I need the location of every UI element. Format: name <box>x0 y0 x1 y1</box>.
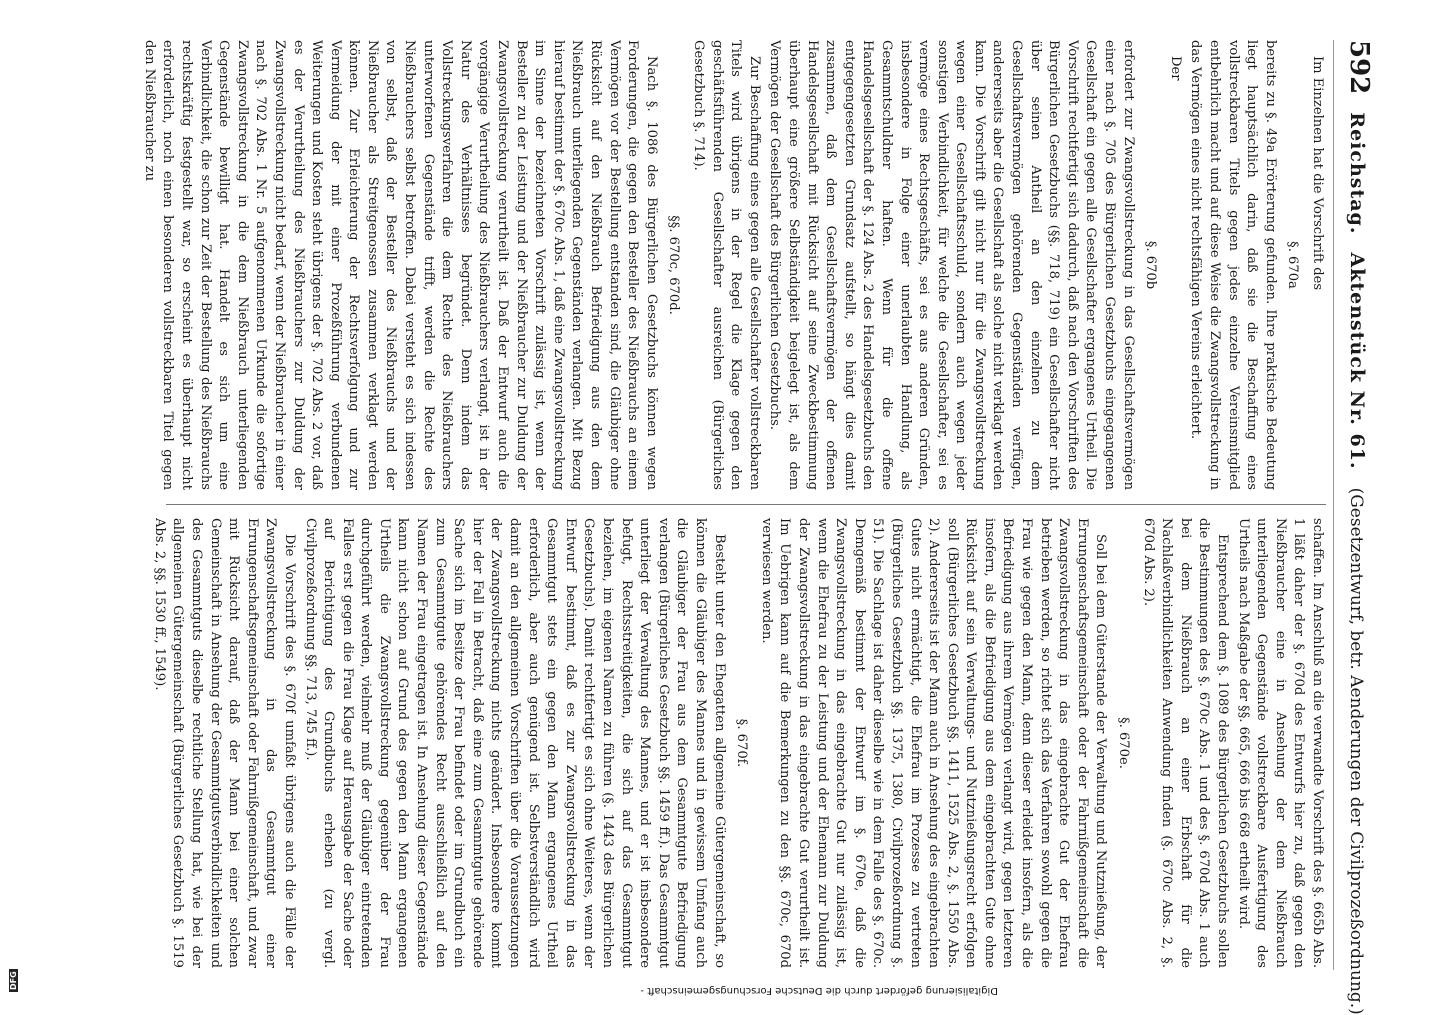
paragraph: Zur Beschaffung eines gegen alle Gesellschafter vollstreckbaren Titels wird übrigens in der Regel die Klage gegen den geschäftsführenden Gesellschafter ausreichen (Bürgerliches Gesetzbuch §. 714). <box>691 40 762 490</box>
paragraph: Soll bei dem Güterstande der Verwaltung und Nutznießung, der Errungenschaftsgemeinschaft oder der Fahrnißgemeinschaft die Zwangsvollstreckung in das eingebrachte Gut der Ehefrau betrieben werden, so richtet sich das Verfahren sowohl gegen die Frau wie gegen den Mann, denn dieser erleidet insofern, als die Befriedigung aus ihrem Vermögen verlangt wird, gegen letzteren insofern, als die Befriedigung aus dem eingebrachten Gute ohne Rücksicht auf sein Verwaltungs- und Nutznießungsrecht erfolgen soll (Bürgerliches Gesetzbuch §§. 1411, 1525 Abs. 2, §. 1550 Abs. 2). Andererseits ist der Mann auch in Ansehung des eingebrachten Gutes nicht ermächtigt, die Ehefrau im Prozesse zu vertreten (Bürgerliches Gesetzbuch §§. 1375, 1380, Civilprozeßordnung §. 51). Die Sachlage ist daher dieselbe wie in dem Falle des §. 670c. Demgemäß bestimmt der Entwurf im §. 670e, daß die Zwangsvollstreckung in das eingebrachte Gut nur zulässig ist, wenn die Ehefrau zu der Leistung und der Ehemann zur Duldung der Zwangsvollstreckung in das eingebrachte Gut verurtheilt ist. Im Uebrigen kann auf die Bemerkungen zu den §§. 670c, 670d verwiesen werden. <box>758 518 1109 968</box>
left-column <box>66 40 1326 490</box>
right-column <box>66 518 1326 968</box>
section-heading: §. 670a <box>1285 241 1301 289</box>
paragraph: Die Vorschrift des §. 670f umfaßt übrigens auch die Fälle der Zwangsvollstreckung in das Gesammtgut einer Errungenschaftsgemeinschaft oder Fahrnißgemeinschaft, und zwar mit Rücksicht darauf, daß der Mann bei einer solchen Gemeinschaft in Ansehung der Gesammtgutsverbindlichkeiten und des Gesammtguts dieselbe rechtliche Stellung hat, wie bei der allgemeinen Gütergemeinschaft (Bürgerliches Gesetzbuch §. 1519 Abs. 2, §§. 1530 ff., 1549). <box>151 518 297 968</box>
section-heading: §. 670b <box>1143 240 1159 290</box>
document-subject: (Gesetzentwurf, betr. Aenderungen der Civilprozeßordnung.) <box>1346 487 1366 1015</box>
section-heading: §. 670e. <box>1116 717 1132 769</box>
paragraph: erfordert zur Zwangsvollstreckung in das Gesellschaftsvermögen einer nach §. 705 des Bürgerlichen Gesetzbuchs eingegangenen Gesellschaft ein gegen alle Gesellschafter ergangenes Urtheil. Die Vorschrift rechtfertigt sich dadurch, daß nach den Vorschriften des Bürgerlichen Gesetzbuchs (§§. 718, 719) ein Gesellschafter nicht über seinen Antheil an den einzelnen zu dem Gesellschaftsvermögen gehörenden Gegenständen verfügen, andererseits aber die Gesellschaft als solche nicht verklagt werden kann. Die Vorschrift gilt nicht nur für die Zwangsvollstreckung wegen einer Gesellschaftsschuld, sondern auch wegen jeder sonstigen Verbindlichkeit, für welche die Gesellschafter, sei es vermöge eines Rechtsgeschäfts, sei es aus anderen Gründen, insbesondere in Folge einer unerlaubten Handlung, als Gesammtschuldner haften. Wenn für die offene Handelsgesellschaft der §. 124 Abs. 2 des Handelsgesetzbuchs den entgegengesetzten Grundsatz aufstellt, so hängt dies damit zusammen, daß dem Gesellschaftsvermögen der offenen Handelsgesellschaft mit Rücksicht auf seine Zweckbestimmung überhaupt eine größere Selbständigkeit beigelegt ist, als dem Vermögen der Gesellschaft des Bürgerlichen Gesetzbuchs. <box>767 40 1136 490</box>
dfg-logo: DFG <box>9 971 18 990</box>
page-title: Reichstag. <box>1346 112 1368 235</box>
page-number: 592 <box>1344 40 1374 95</box>
paragraph: Besteht unter den Ehegatten allgemeine Gütergemeinschaft, so können die Gläubiger des Mannes und in gewissem Umfang auch die Gläubiger der Frau aus dem Gesammtgute Befriedigung verlangen (Bürgerliches Gesetzbuch §§. 1459 ff.). Das Gesammtgut unterliegt der Verwaltung des Mannes, und er ist insbesondere befugt, Rechtsstreitigkeiten, die sich auf das Gesammtgut beziehen, im eigenen Namen zu führen (§. 1443 des Bürgerlichen Gesetzbuchs). Damit rechtfertigt es sich ohne Weiteres, wenn der Entwurf bestimmt, daß es zur Zwangsvollstreckung in das Gesammtgut stets ein gegen den Mann ergangenes Urtheil erforderlich, aber auch genügend ist. Selbstverständlich wird damit an den allgemeinen Vorschriften über die Voraussetzungen der Zwangsvollstreckung nichts geändert. Insbesondere kommt hier der Fall in Betracht, daß eine zum Gesammtgute gehörende Sache sich im Besitze der Frau befindet oder im Grundbuch ein zum Gesammtgute gehörendes Recht ausschließlich auf den Namen der Frau eingetragen ist. In Ansehung dieser Gegenstände kann nicht schon auf Grund des gegen den Mann ergangenen Urtheils die Zwangsvollstreckung gegenüber der Frau durchgeführt werden, vielmehr muß der Gläubiger eintretenden Falles erst gegen die Frau Klage auf Herausgabe der Sache oder auf Berichtigung des Grundbuchs erheben (zu vergl. Civilprozeßordnung §§. 713, 745 ff.). <box>302 518 727 968</box>
paragraph: Nach §. 1086 des Bürgerlichen Gesetzbuchs können wegen Forderungen, die gegen den Besteller des Nießbrauchs an einem Vermögen vor der Bestellung entstanden sind, die Gläubiger ohne Rücksicht auf den Nießbrauch Befriedigung aus den dem Nießbrauch unterliegenden Gegenständen verlangen. Mit Bezug hierauf bestimmt der §. 670c Abs. 1, daß eine Zwangsvollstreckung im Sinne der bezeichneten Vorschrift zulässig ist, wenn der Besteller zu der Leistung und der Nießbraucher zur Duldung der Zwangsvollstreckung verurtheilt ist. Daß der Entwurf auch die vorgängige Verurtheilung des Nießbrauchers verlangt, ist in der Natur des Verhältnisses begründet. Denn indem das Vollstreckungsverfahren die dem Rechte des Nießbrauchers unterworfenen Gegenstände trifft, werden die Rechte des Nießbrauchers selbst betroffen. Dabei versteht es sich indessen von selbst, daß der Besteller des Nießbrauchs und der Nießbraucher als Streitgenossen zusammen verklagt werden können. Zur Erleichterung der Rechtsverfolgung und zur Vermeidung der mit einer Prozeßführung verbundenen Weiterungen und Kosten steht übrigens der §. 702 Abs. 2 vor, daß es der Verurtheilung des Nießbrauchers zur Duldung der Zwangsvollstreckung nicht bedarf, wenn der Nießbraucher in einer nach §. 702 Abs. 1 Nr. 5 aufgenommenen Urkunde die sofortige Zwangsvollstreckung in die dem Nießbrauch unterliegenden Gegenstände bewilligt hat. Handelt es sich um eine Verbindlichkeit, die schon zur Zeit der Bestellung des Nießbrauchs rechtskräftig festgestellt war, so erscheint es überhaupt nicht erforderlich, noch einen besonderen vollstreckbaren Titel gegen den Nießbraucher zu <box>141 40 659 490</box>
intro-line: Im Einzelnen hat die Vorschrift des <box>1310 56 1325 291</box>
paragraph: bereits zu §. 49a Erörterung gefunden. Ihre praktische Bedeutung liegt hauptsächlich darin, daß sie die Beschaffung eines vollstreckbaren Titels gegen jedes einzelne Vereinsmitglied entbehrlich macht und auf diese Weise die Zwangsvollstreckung in das Vermögen eines nicht rechtsfähigen Vereins erleichtert. <box>1188 40 1278 490</box>
intro-line: Der <box>1167 56 1183 81</box>
section-heading: §. 670f. <box>734 718 750 768</box>
credit-text: Digitalisierung gefördert durch die Deutsche Forschungsgemeinschaft - <box>640 985 998 996</box>
column-divider <box>166 504 1326 505</box>
document-number: Aktenstück Nr. 61. <box>1346 252 1368 470</box>
paragraph: Entsprechend dem §. 1089 des Bürgerlichen Gesetzbuchs sollen die Bestimmungen des §. 670c Abs. 1 und des §. 670d Abs. 1 auch bei dem Nießbrauch an einer Erbschaft für die Nachlaßverbindlichkeiten Anwendung finden (§. 670c Abs. 2, §. 670d Abs. 2). <box>1140 518 1231 968</box>
section-heading: §§. 670c, 670d. <box>666 215 682 315</box>
page-header <box>1333 40 1374 1015</box>
paragraph: schaffen. Im Anschluß an die verwandte Vorschrift des §. 665b Abs. 1 läßt daher der §. 670d des Entwurfs hier zu, daß gegen den Nießbraucher eine in Ansehung der dem Nießbrauch unterliegenden Gegenstände vollstreckbare Ausfertigung des Urtheils nach Maßgabe der §§. 665, 666 bis 668 ertheilt wird. <box>1235 518 1325 968</box>
